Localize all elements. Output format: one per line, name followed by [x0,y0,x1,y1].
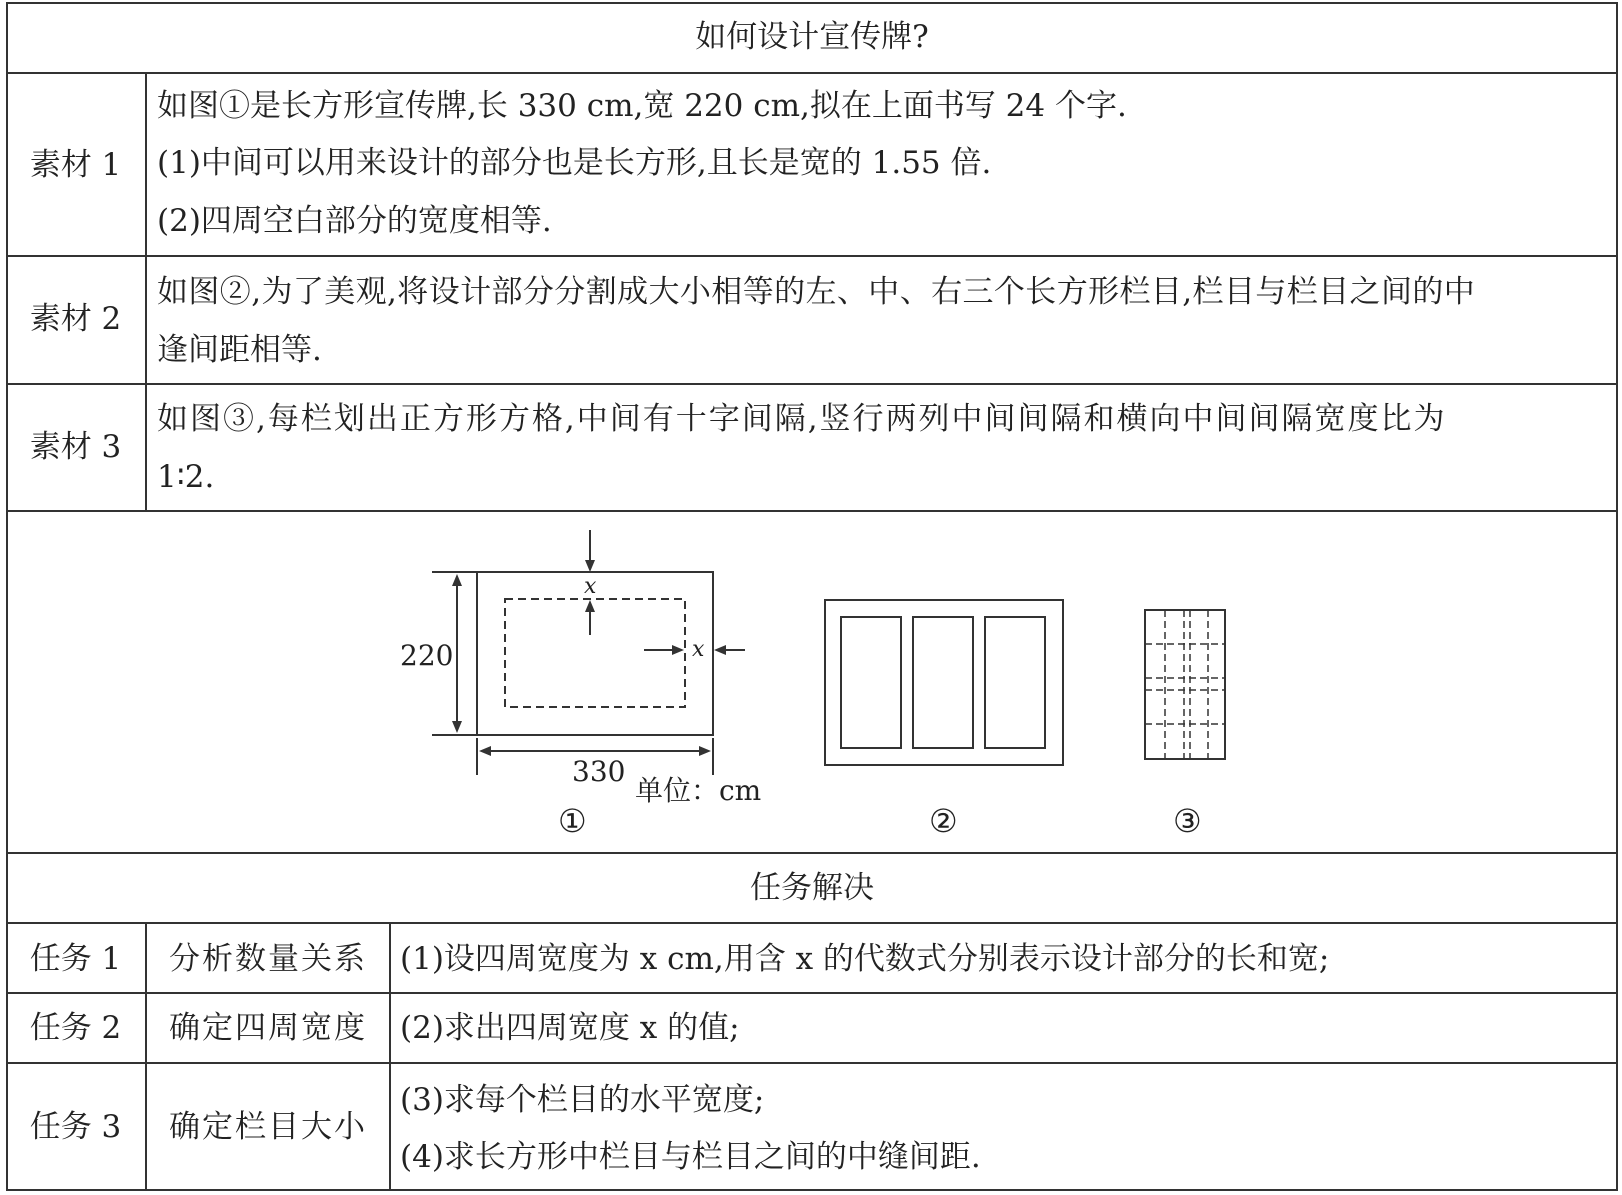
task-3-label: 任务 3 [29,1109,122,1145]
figure-1-caption: ① [558,802,587,840]
top-margin-var: x [584,574,597,599]
height-label: 220 [400,639,454,672]
figure-3 [1145,610,1225,759]
material-3-line-1: 如图③,每栏划出正方形方格,中间有十字间隔,竖行两列中间间隔和横向中间间隔宽度比为 [157,401,1447,437]
material-2-label: 素材 2 [29,301,122,337]
right-margin-arrow [714,645,726,655]
task-2-line-1: (2)求出四周宽度 x 的值; [400,1010,740,1046]
task-1-label: 任务 1 [29,941,122,977]
column-middle [913,617,973,748]
task-1-line-1: (1)设四周宽度为 x cm,用含 x 的代数式分别表示设计部分的长和宽; [400,941,1330,977]
column-right [985,617,1045,748]
right-margin-var: x [692,637,705,662]
task-1-name: 分析数量关系 [169,941,367,977]
unit-label: 单位：cm [635,774,762,807]
top-margin-arrow [585,560,595,572]
task-3-line-2: (4)求长方形中栏目与栏目之间的中缝间距. [400,1139,981,1175]
material-1-line-1: 如图①是长方形宣传牌,长 330 cm,宽 220 cm,拟在上面书写 24 个字. [157,88,1127,124]
material-1-label: 素材 1 [29,147,122,183]
material-3-line-2: 1∶2. [157,459,215,495]
material-1-line-3: (2)四周空白部分的宽度相等. [157,203,552,239]
figure-2-caption: ② [929,802,958,840]
column-grid-frame [1145,610,1225,759]
material-2-line-2: 逢间距相等. [157,332,322,368]
figure-3-caption: ③ [1173,802,1202,840]
tasks-header: 任务解决 [750,870,874,906]
width-label: 330 [572,755,626,788]
figure-2 [825,600,1063,765]
design-area-dashed-rect [505,599,685,707]
material-3-label: 素材 3 [29,429,122,465]
material-1-line-2: (1)中间可以用来设计的部分也是长方形,且长是宽的 1.55 倍. [157,145,992,181]
top-margin-arrow [585,600,595,612]
task-3-line-1: (3)求每个栏目的水平宽度; [400,1082,765,1118]
right-margin-arrow [672,645,684,655]
task-3-name: 确定栏目大小 [169,1109,367,1145]
material-2-line-1: 如图②,为了美观,将设计部分分割成大小相等的左、中、右三个长方形栏目,栏目与栏目之间的中 [157,274,1476,310]
task-2-name: 确定四周宽度 [169,1010,367,1046]
task-2-label: 任务 2 [29,1010,122,1046]
signboard-frame [825,600,1063,765]
page-title: 如何设计宣传牌? [695,19,929,55]
column-left [841,617,901,748]
